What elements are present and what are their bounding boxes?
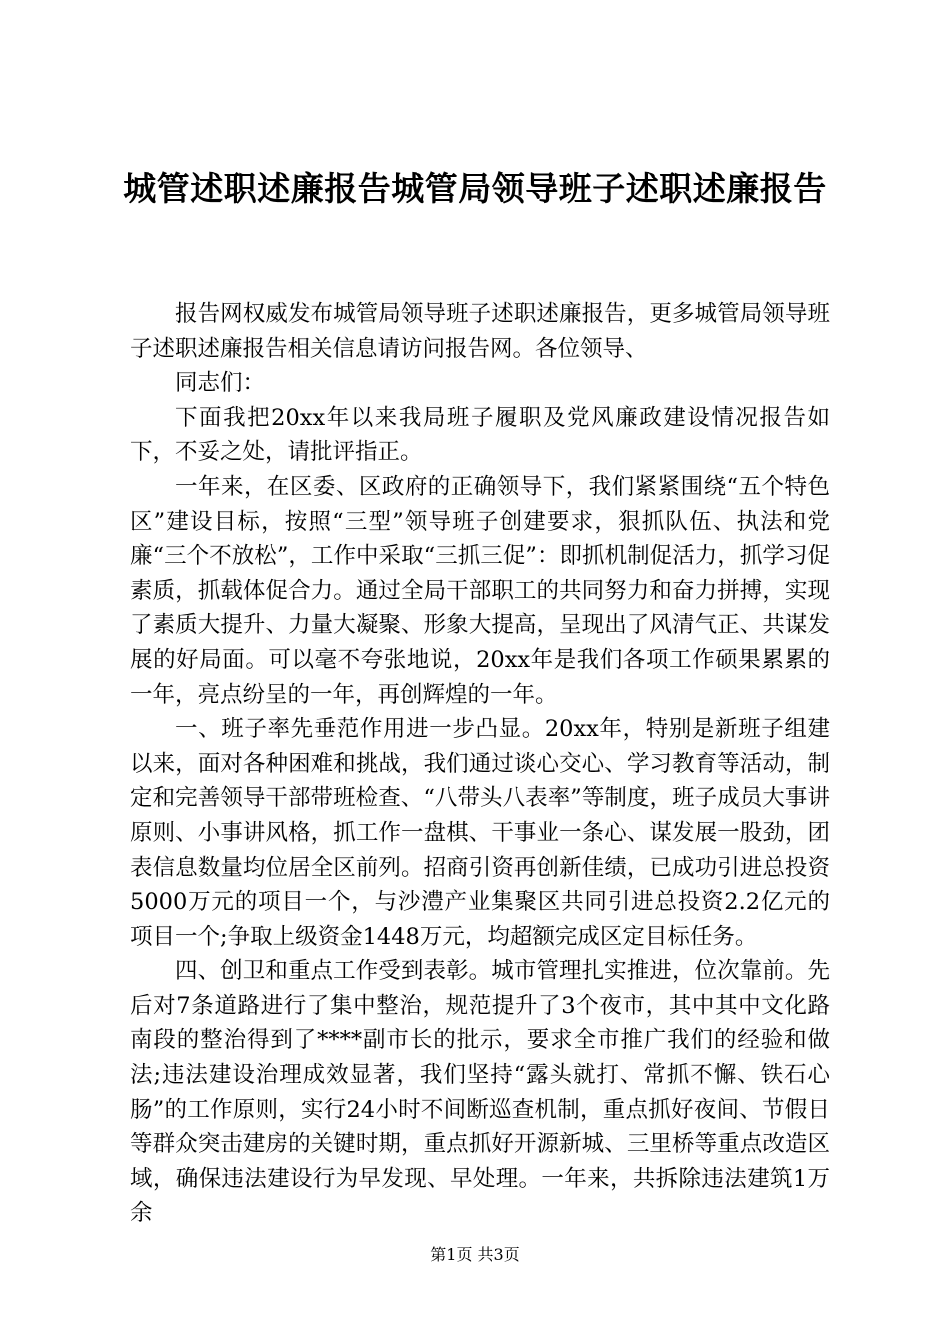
paragraph-section-one: 一、班子率先垂范作用进一步凸显。20xx年，特别是新班子组建以来，面对各种困难和挑战，我们通过谈心交心、学习教育等活动，制定和完善领导干部带班检查、“八带头八表率”等制度，班子成员大事讲原则、小事讲风格，抓工作一盘棋、干事业一条心、谋发展一股劲，团表信息数量均位居全区前列。招商引资再创新佳绩，已成功引进总投资5000万元的项目一个，与沙澧产业集聚区共同引进总投资2.2亿元的项目一个;争取上级资金1448万元，均超额完成区定目标任务。 xyxy=(130,716,830,950)
document-body xyxy=(130,297,830,1231)
document-title: 城管述职述廉报告城管局领导班子述职述廉报告 xyxy=(123,169,827,208)
paragraph-section-four: 四、创卫和重点工作受到表彰。城市管理扎实推进，位次靠前。先后对7条道路进行了集中整治，规范提升了3个夜市，其中其中文化路南段的整治得到了****副市长的批示，要求全市推广我们的经验和做法;违法建设治理成效显著，我们坚持“露头就打、常抓不懈、铁石心肠”的工作原则，实行24小时不间断巡查机制，重点抓好夜间、节假日等群众突击建房的关键时期，重点抓好开源新城、三里桥等重点改造区域，确保违法建设行为早发现、早处理。一年来，共拆除违法建筑1万余 xyxy=(130,958,830,1227)
paragraph-overview: 一年来，在区委、区政府的正确领导下，我们紧紧围绕“五个特色区”建设目标，按照“三型”领导班子创建要求，狠抓队伍、执法和党廉“三个不放松”，工作中采取“三抓三促”：即抓机制促活力，抓学习促素质，抓载体促合力。通过全局干部职工的共同努力和奋力拼搏，实现了素质大提升、力量大凝聚、形象大提高，呈现出了风清气正、共谋发展的好局面。可以毫不夸张地说，20xx年是我们各项工作硕果累累的一年，亮点纷呈的一年，再创辉煌的一年。 xyxy=(130,473,830,708)
paragraph-greeting: 同志们： xyxy=(175,370,266,397)
paragraph-opening: 下面我把20xx年以来我局班子履职及党风廉政建设情况报告如下，不妥之处，请批评指正。 xyxy=(130,404,830,466)
page-number-footer: 第1页 共3页 xyxy=(430,1245,520,1264)
paragraph-intro: 报告网权威发布城管局领导班子述职述廉报告，更多城管局领导班子述职述廉报告相关信息请访问报告网。各位领导、 xyxy=(130,301,830,362)
